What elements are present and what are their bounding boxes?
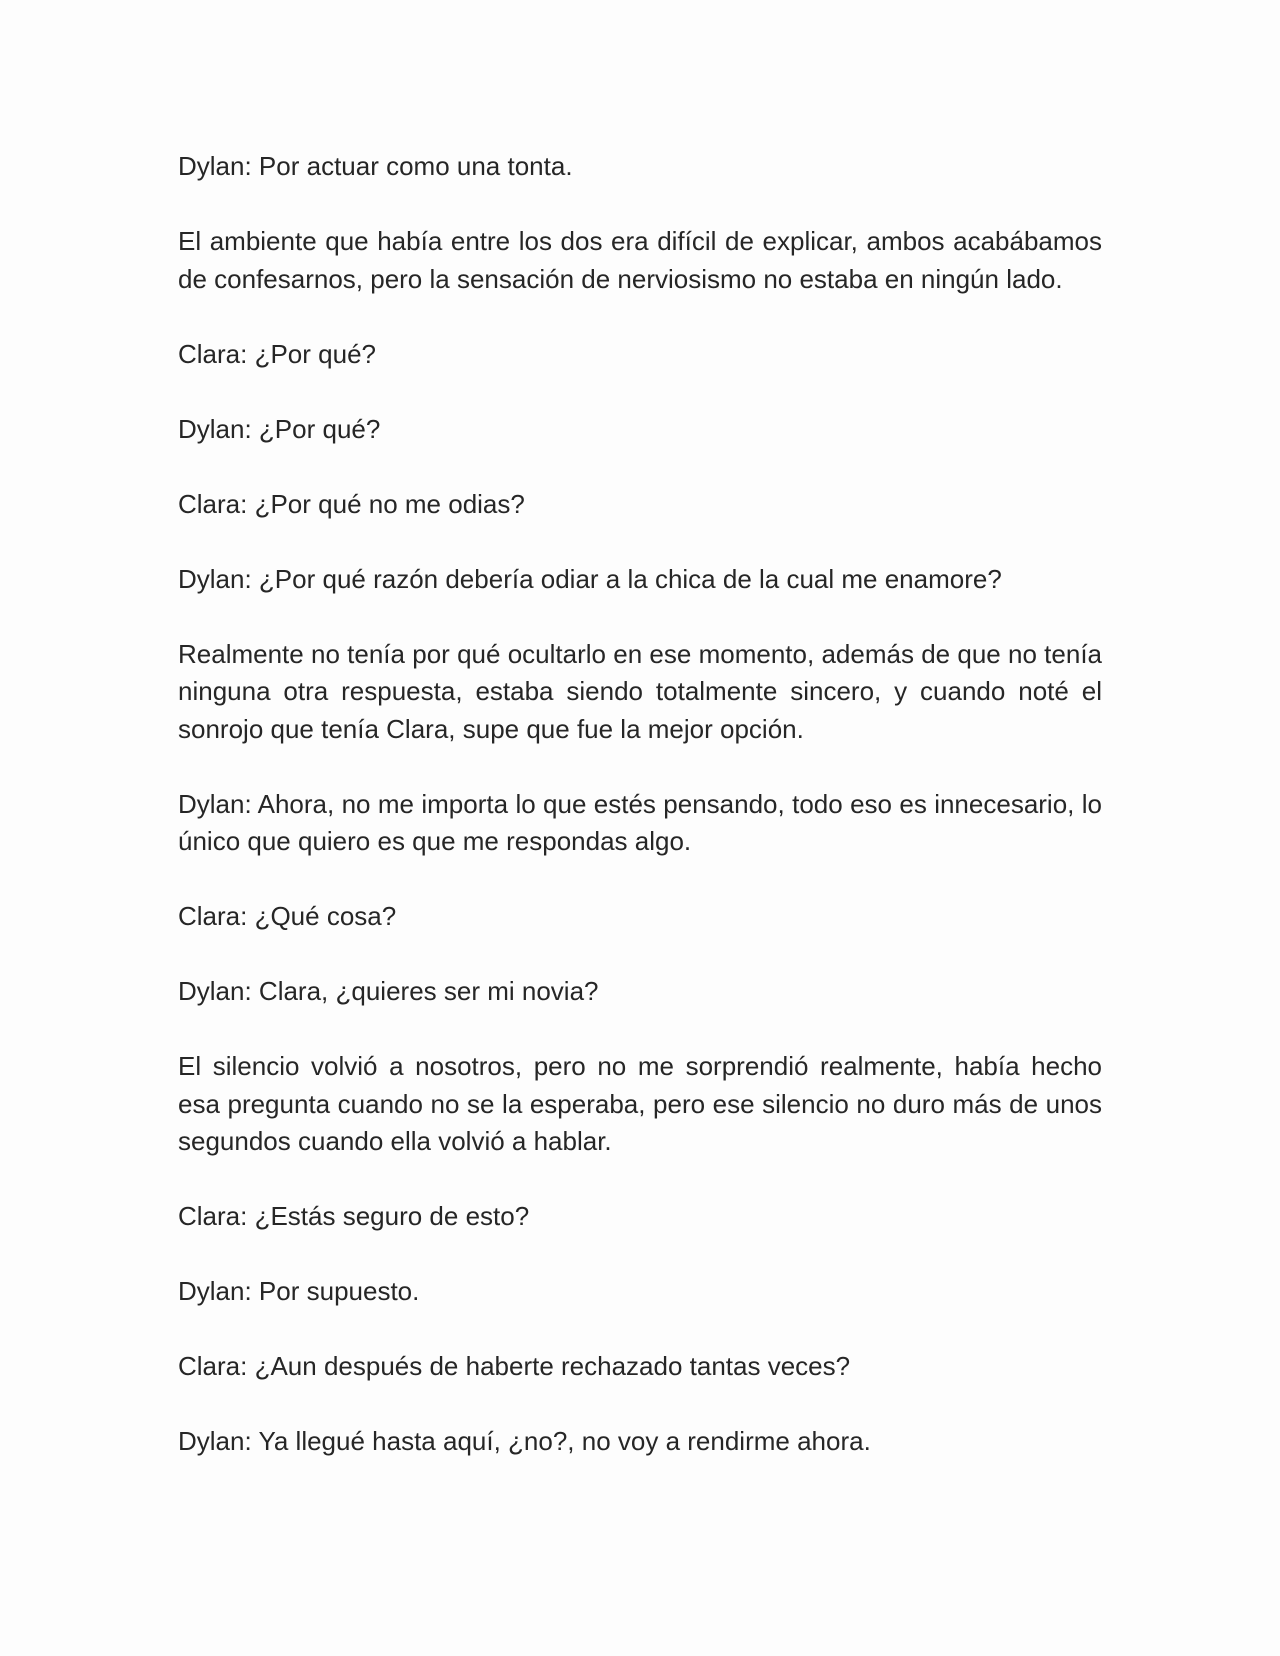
dialogue-line: Dylan: Por supuesto. <box>178 1276 420 1306</box>
dialogue-line: Dylan: Ya llegué hasta aquí, ¿no?, no voy a rendirme ahora. <box>178 1426 871 1456</box>
dialogue-line: Dylan: Clara, ¿quieres ser mi novia? <box>178 976 599 1006</box>
dialogue-line: Dylan: ¿Por qué razón debería odiar a la chica de la cual me enamore? <box>178 563 1002 594</box>
narration-paragraph: El ambiente que había entre los dos era difícil de explicar, ambos acabábamos de confesarnos, pero la sensación de nerviosismo no estaba en ningún lado. <box>178 226 1102 294</box>
narration-paragraph: El silencio volvió a nosotros, pero no me sorprendió realmente, había hecho esa pregunta cuando no se la esperaba, pero ese silencio no duro más de unos segundos cuando ella volvió a hablar. <box>178 1051 1102 1156</box>
document-page <box>178 148 1102 1498</box>
narration-paragraph: Realmente no tenía por qué ocultarlo en ese momento, además de que no tenía ninguna otra respuesta, estaba siendo totalmente sincero, y cuando noté el sonrojo que tenía Clara, supe que fue la mejor opción. <box>178 638 1102 744</box>
dialogue-line: Clara: ¿Por qué no me odias? <box>178 488 525 519</box>
dialogue-line: Clara: ¿Estás seguro de esto? <box>178 1201 530 1231</box>
dialogue-line: Clara: ¿Aun después de haberte rechazado tantas veces? <box>178 1351 851 1381</box>
dialogue-line: Dylan: Por actuar como una tonta. <box>178 151 573 181</box>
dialogue-line: Clara: ¿Por qué? <box>178 338 376 369</box>
dialogue-line: Dylan: Ahora, no me importa lo que estés pensando, todo eso es innecesario, lo único que quiero es que me respondas algo. <box>178 788 1102 856</box>
dialogue-line: Dylan: ¿Por qué? <box>178 413 381 444</box>
dialogue-line: Clara: ¿Qué cosa? <box>178 901 397 931</box>
